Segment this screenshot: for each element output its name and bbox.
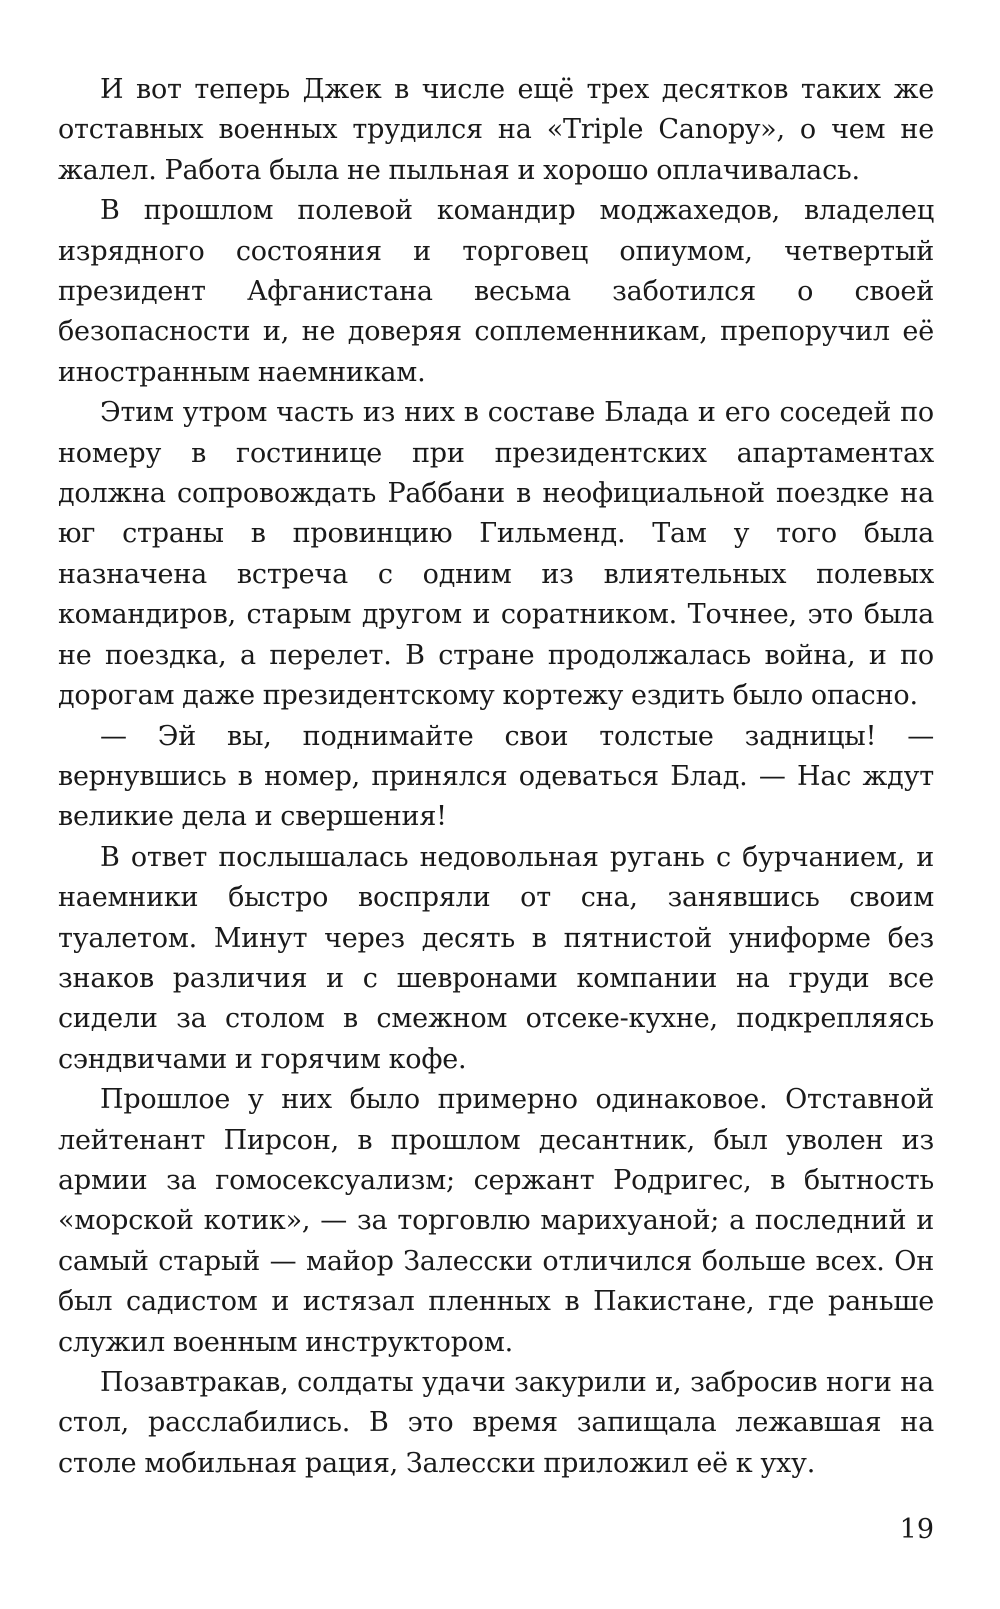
paragraph-3: Этим утром часть из них в составе Блада и его соседей по номеру в гостинице при президентских апартаментах должна сопровождать Раббани в неофициальной поездке на юг страны в провинцию Гильменд. Там у того была назначена встреча с одним из влиятельных полевых командиров, старым другом и соратником. Точнее, это была не поездка, а перелет. В стране продолжалась война, и по дорогам даже президентскому кортежу ездить было опасно. [58,397,934,712]
paragraph-7: Позавтракав, солдаты удачи закурили и, забросив ноги на стол, расслабились. В это время запищала лежавшая на столе мобильная рация, Залесски приложил её к уху. [58,1367,934,1479]
page-number: 19 [899,1514,934,1545]
paragraph-5: В ответ послышалась недовольная ругань с бурчанием, и наемники быстро воспряли от сна, занявшись своим туалетом. Минут через десять в пятнистой униформе без знаков различия и с шевронами компании на груди все сидели за столом в смежном отсеке-кухне, подкрепляясь сэндвичами и горячим кофе. [58,841,934,1075]
paragraph-2: В прошлом полевой командир моджахедов, владелец изрядного состояния и торговец опиумом, четвертый президент Афганистана весьма заботился о своей безопасности и, не доверяя соплеменникам, препоручил её иностранным наемникам. [58,195,934,388]
paragraph-4-dialogue: — Эй вы, поднимайте свои толстые задницы! — вернувшись в номер, принялся одеваться Блад. — Нас ждут великие дела и свершения! [58,720,934,833]
paragraph-1: И вот теперь Джек в числе ещё трех десятков таких же отставных военных трудился на «Triple Canopy», о чем не жалел. Работа была не пыльная и хорошо оплачивалась. [58,74,934,186]
body-text [58,70,934,1484]
paragraph-6: Прошлое у них было примерно одинаковое. Отставной лейтенант Пирсон, в прошлом десантник, был уволен из армии за гомосексуализм; сержант Родригес, в бытность «морской котик», — за торговлю марихуаной; а последний и самый старый — майор Залесски отличился больше всех. Он был садистом и истязал пленных в Пакистане, где раньше служил военным инструктором. [58,1084,934,1358]
